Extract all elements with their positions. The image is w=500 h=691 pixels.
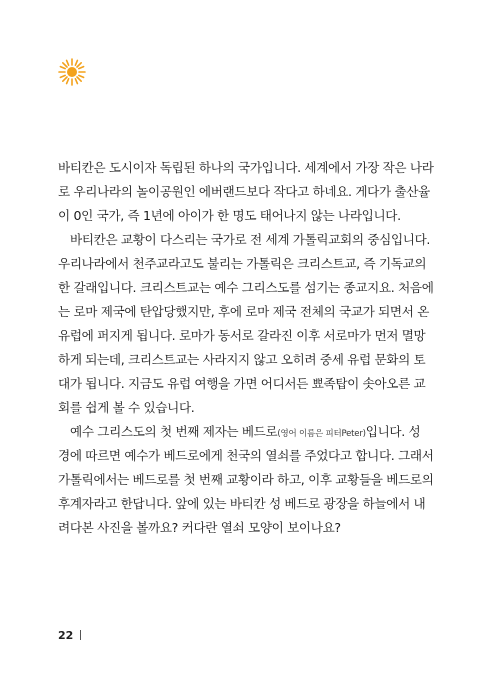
paragraph-1 xyxy=(58,156,448,228)
text-segment: 예수 그리스도의 첫 번째 제자는 베드로 xyxy=(70,424,278,439)
text-line: 경에 따르면 예수가 베드로에게 천국의 열쇠를 주었다고 합니다. 그래서 xyxy=(58,448,434,463)
text-line: 가톨릭에서는 베드로를 첫 번째 교황이라 하고, 이후 교황들을 베드로의 xyxy=(58,472,434,487)
text-line: 하게 되는데, 크리스트교는 사라지지 않고 오히려 중세 유럽 문화의 토 xyxy=(58,352,426,367)
text-line: 려다본 사진을 볼까요? 커다란 열쇠 모양이 보이나요? xyxy=(58,520,341,535)
body-text xyxy=(58,156,448,540)
text-segment: 입니다. 성 xyxy=(365,424,421,439)
text-line: 회를 쉽게 볼 수 있습니다. xyxy=(58,400,195,415)
text-line: 후계자라고 한답니다. 앞에 있는 바티칸 성 베드로 광장을 하늘에서 내 xyxy=(58,496,426,511)
text-line: 이 0인 국가, 즉 1년에 아이가 한 명도 태어나지 않는 나라입니다. xyxy=(58,208,401,223)
page-number: 22 xyxy=(58,629,74,642)
page-footer xyxy=(58,629,81,642)
text-line: 우리나라에서 천주교라고도 불리는 가톨릭은 크리스트교, 즉 기독교의 xyxy=(58,256,427,271)
page-separator xyxy=(80,630,81,640)
sun-icon xyxy=(58,58,86,86)
text-line xyxy=(58,420,448,444)
text-line: 로 우리나라의 놀이공원인 에버랜드보다 작다고 하네요. 게다가 출산율 xyxy=(58,184,430,199)
text-line: 바티칸은 도시이자 독립된 하나의 국가입니다. 세계에서 가장 작은 나라 xyxy=(58,160,434,175)
text-line: 대가 됩니다. 지금도 유럽 여행을 가면 어디서든 뾰족탑이 솟아오른 교 xyxy=(58,376,426,391)
text-line: 바티칸은 교황이 다스리는 국가로 전 세계 가톨릭교회의 중심입니다. xyxy=(70,232,431,247)
name-note: (영어 이름은 피터Peter) xyxy=(277,429,366,439)
text-line: 유럽에 퍼지게 됩니다. 로마가 동서로 갈라진 이후 서로마가 먼저 멸망 xyxy=(58,328,426,343)
text-line: 는 로마 제국에 탄압당했지만, 후에 로마 제국 전체의 국교가 되면서 온 xyxy=(58,304,430,319)
paragraph-3 xyxy=(58,420,448,540)
text-line: 한 갈래입니다. 크리스트교는 예수 그리스도를 섬기는 종교지요. 처음에 xyxy=(58,280,434,295)
paragraph-2 xyxy=(58,228,448,420)
